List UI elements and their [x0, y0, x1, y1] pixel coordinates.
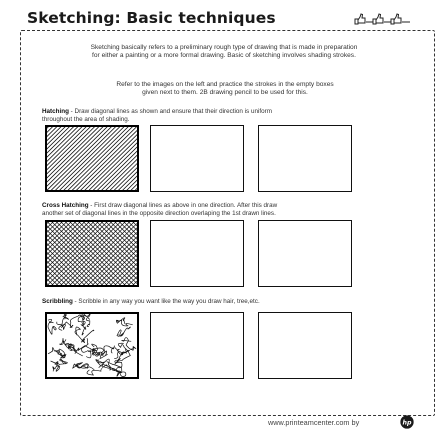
hatching-heading: Hatching: [42, 108, 69, 115]
cross-hatching-description: [42, 202, 422, 218]
hatching-line-2: throughout the area of shading.: [42, 115, 130, 123]
cross-hatching-practice-box-1[interactable]: [150, 220, 244, 287]
footer-website[interactable]: www.printeamcenter.com by: [268, 418, 360, 427]
scribbling-practice-box-2[interactable]: [258, 312, 352, 379]
instructions-text: [40, 81, 410, 97]
scribbling-practice-box-1[interactable]: [150, 312, 244, 379]
scribbling-sample: [45, 312, 139, 379]
page-title: Sketching: Basic techniques: [27, 9, 276, 27]
cross-hatching-sample: [45, 220, 139, 287]
scribbling-pattern: [47, 314, 137, 377]
scribbling-line-1: - Scribble in any way you want like the way you draw hair, tree,etc.: [72, 298, 260, 305]
hatching-sample: [45, 125, 139, 192]
intro-line-1: Sketching basically refers to a preliminary rough type of drawing that is made in preparation: [90, 44, 358, 51]
cross-hatching-pattern: [47, 222, 137, 285]
hatching-description: [42, 108, 422, 124]
hatching-practice-box-1[interactable]: [150, 125, 244, 192]
intro-text: [24, 44, 424, 60]
cross-hatching-line-2: another set of diagonal lines in the opposite direction overlaping the 1st drawn lines.: [42, 209, 276, 217]
instructions-line-2: given next to them. 2B drawing pencil to be used for this.: [142, 89, 308, 97]
hp-logo-icon: [400, 415, 414, 429]
cross-hatching-practice-box-2[interactable]: [258, 220, 352, 287]
scribbling-description: [42, 298, 422, 306]
instructions-line-1: Refer to the images on the left and practice the strokes in the empty boxes: [116, 81, 334, 88]
thumbs-up-icon: [352, 11, 412, 29]
hatching-practice-box-2[interactable]: [258, 125, 352, 192]
hatching-line-1: - Draw diagonal lines as shown and ensure that their direction is uniform: [68, 108, 272, 115]
scribbling-heading: Scribbling: [42, 298, 73, 305]
cross-hatching-heading: Cross Hatching: [42, 202, 89, 209]
hatching-pattern: [47, 127, 137, 190]
intro-line-2: for either a painting or a more formal drawing. Basic of sketching involves shading strokes.: [92, 52, 356, 60]
cross-hatching-line-1: - First draw diagonal lines as above in one direction. After this draw: [88, 202, 278, 209]
svg-text:hp: hp: [402, 419, 412, 427]
